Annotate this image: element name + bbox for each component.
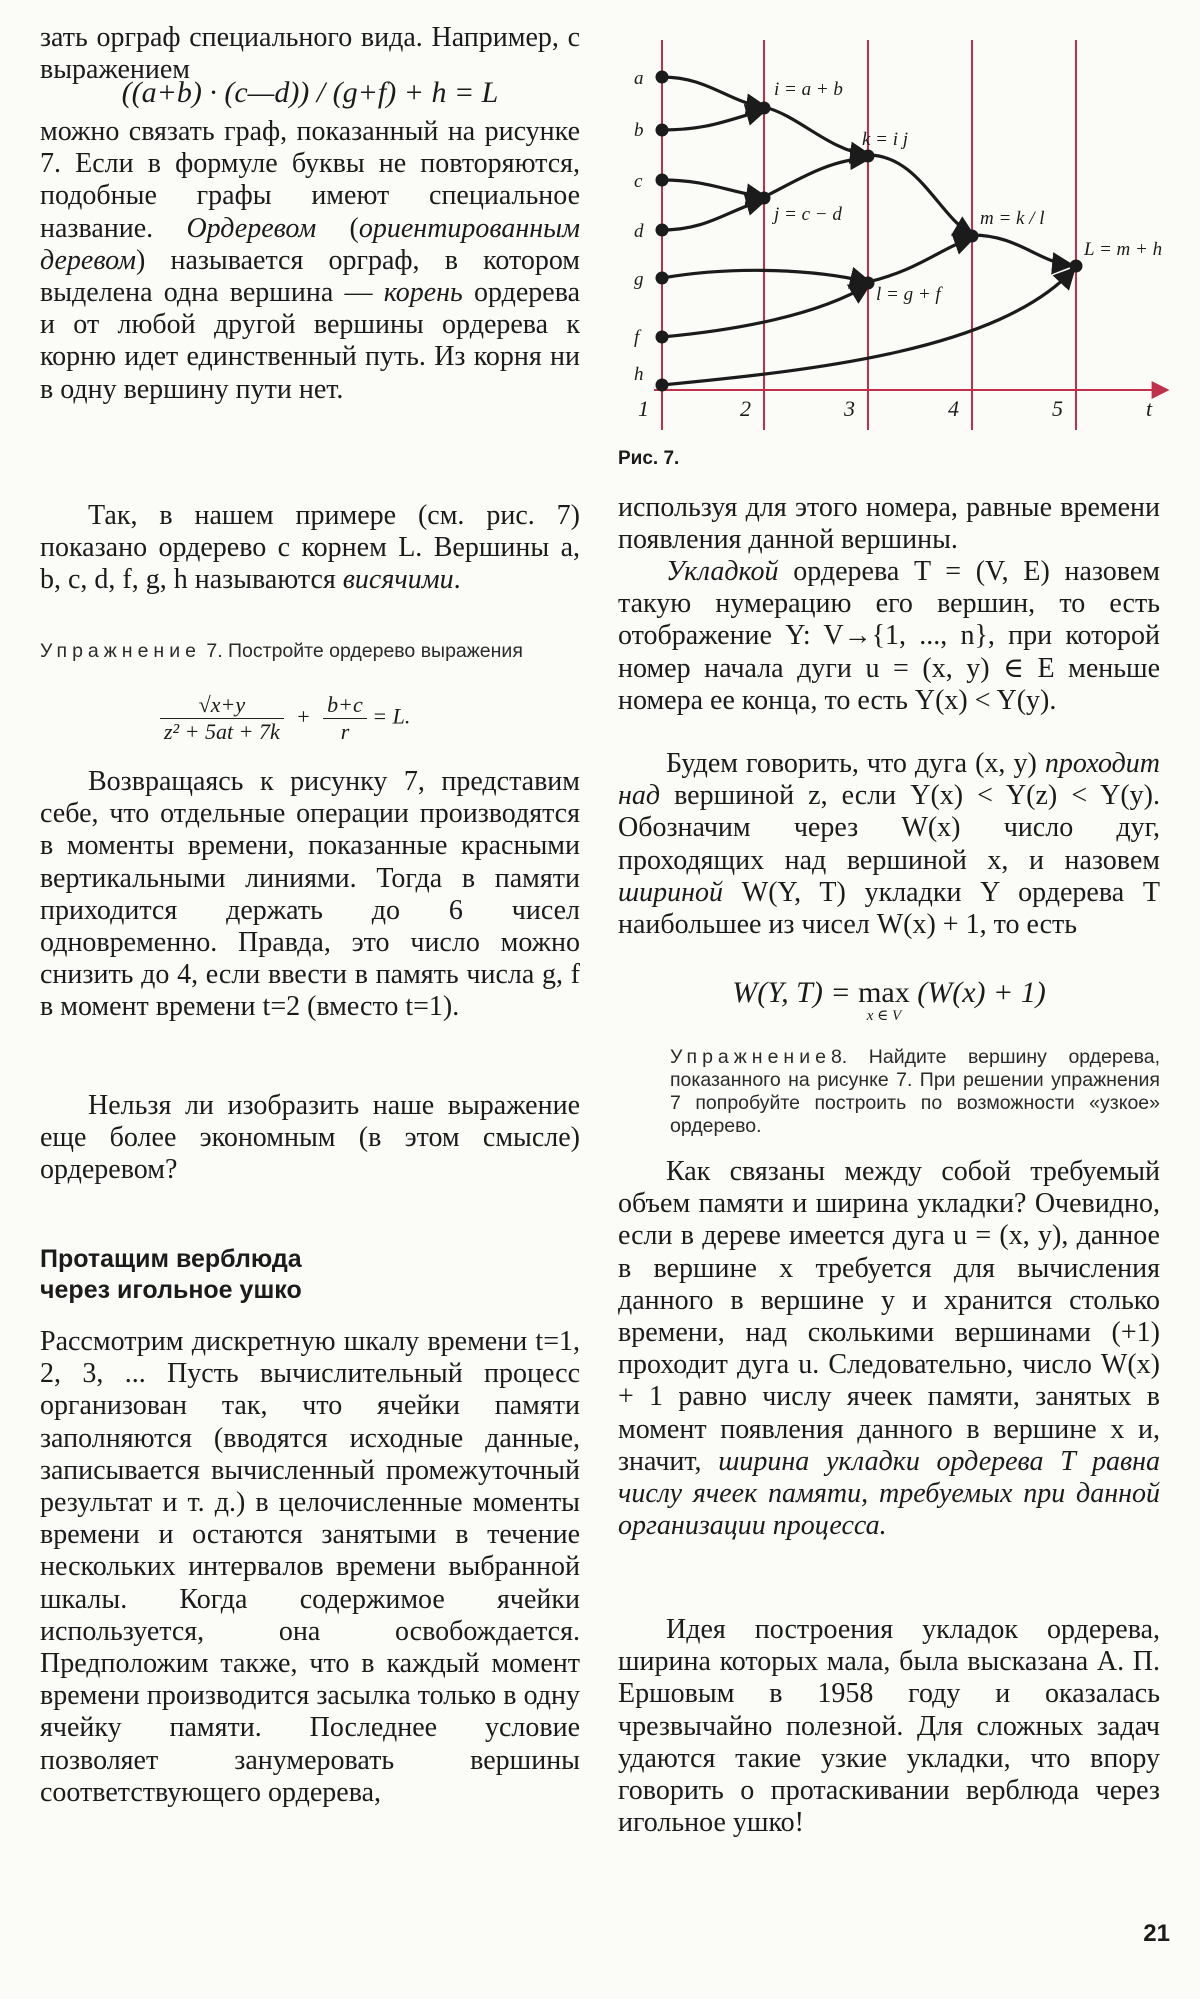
node-L — [1070, 260, 1083, 273]
paragraph-ershov: Идея построения укладок ордерева, ширина которых мала, была высказана А. П. Ершовым в 1958 году и оказалась чрезвычайно полезной. Для сложных задач удаются такие узкие укладки, что впору говорить о протаскивании верблюда через игольное ушко! — [618, 1614, 1160, 1839]
figure-7-tree — [618, 30, 1178, 430]
section-heading: Протащим верблюда через игольное ушко — [40, 1245, 302, 1304]
figure-caption: Рис. 7. — [618, 448, 680, 469]
label-c: c — [634, 171, 643, 192]
tick-2: 2 — [740, 396, 751, 421]
edge-c-j — [662, 180, 764, 197]
term-width-conclusion: ширина укладки ордерева T равна числу ячеек памяти, требуемых при данной организации процесса. — [618, 1445, 1160, 1542]
tick-3: 3 — [844, 396, 855, 421]
paragraph-numbering: используя для этого номера, равные времени появления данной вершины. — [618, 492, 1160, 556]
paragraph-time-moments: Возвращаясь к рисунку 7, представим себе, что отдельные операции производятся в моменты времени, показанные красными вертикальными линиями. Тогда в памяти приходится держать до 6 чисел одновременно. Правда, это число можно снизить до 4, если ввести в память числа g, f в момент времени t=2 (вместо t=1). — [40, 766, 580, 1023]
paragraph-memory: Как связаны между собой требуемый объем памяти и ширина укладки? Очевидно, если в дереве имеется дуга u = (x, y), данное в вершине x требуется для вычисления данного в вершине y и хранится столько времени, над сколькими вершинами (+1) проходит дуга u. Следовательно, число W(x) + 1 равно числу ячеек памяти, занятых в момент появления данного в вершине x и, значит, ширина укладки ордерева T равна числу ячеек памяти, требуемых при данной организации процесса. — [618, 1156, 1160, 1542]
page-number: 21 — [1143, 1920, 1170, 1947]
paragraph-question: Нельзя ли изобразить наше выражение еще более экономным (в этом смысле) ордеревом? — [40, 1090, 580, 1186]
paragraph-ordering-definition: можно связать граф, показанный на рисунке 7. Если в формуле буквы не повторяются, подобные графы имеют специальное название. Ордеревом (ориентированным деревом) называется орграф, в котором выделена одна вершина — корень ордерева и от любой другой вершины ордерева к корню идет единственный путь. Из корня ни в одну вершину пути нет. — [40, 116, 581, 405]
edge-a-i — [662, 77, 764, 107]
label-root: L = m + h — [1084, 239, 1163, 260]
edge-b-i — [662, 110, 764, 130]
paragraph-width: Будем говорить, что дуга (x, y) проходит над вершиной z, если Y(x) < Y(z) < Y(y). Обозначим через W(x) число дуг, проходящих над вершиной x, и назовем шириной W(Y, T) укладки Y ордерева T наибольшее из чисел W(x) + 1, то есть — [618, 748, 1160, 941]
term-width: шириной — [618, 876, 724, 908]
paragraph-discrete-scale: Рассмотрим дискретную шкалу времени t=1, 2, 3, ... Пусть вычислительный процесс организован так, что ячейки памяти заполняются (вводятся исходные данные, записывается вычисленный промежуточный результат и т. д.) в целочисленные моменты времени и остаются занятыми в течение нескольких интервалов времени выбранной шкалы. Когда содержимое ячейки используется, она освобождается. Предположим также, что в каждый момент времени производится засылка только в одну ячейку памяти. Последнее условие позволяет занумеровать вершины соответствующего ордерева, — [40, 1326, 580, 1808]
paragraph-ukladka: Укладкой ордерева T = (V, E) назовем такую нумерацию его вершин, то есть отображение Y: V→{1, ..., n}, при которой номер начала дуги u = (x, y) ∈ E меньше номера ее конца, то есть Y(x) < Y(y). — [618, 556, 1160, 716]
term-root: корень — [383, 277, 463, 309]
term-oriented-tree: ориентированным деревом — [40, 212, 580, 276]
formula-expression: ((a+b) · (c—d)) / (g+f) + h = L — [121, 76, 499, 109]
edge-l-m — [868, 238, 972, 282]
label-b: b — [634, 120, 644, 141]
node-k — [862, 150, 875, 163]
node-j — [758, 192, 771, 205]
exercise-7: Упражнение 7. Постройте ордерево выражения — [40, 640, 523, 662]
node-b — [656, 124, 669, 137]
formula-width: W(Y, T) = max x ∈ V (W(x) + 1) — [732, 976, 1046, 1024]
label-m: m = k / l — [980, 208, 1045, 229]
node-a — [656, 71, 669, 84]
edge-d-j — [662, 200, 764, 230]
edge-m-L — [972, 235, 1070, 265]
node-i — [758, 102, 771, 115]
tick-1: 1 — [638, 396, 649, 421]
tick-5: 5 — [1052, 396, 1063, 421]
term-orderevo: Ордеревом — [186, 212, 317, 244]
node-g — [656, 272, 669, 285]
node-f — [656, 331, 669, 344]
exercise-8: Упражнение8. Найдите вершину ордерева, показанного на рисунке 7. При решении упражнения 7 попробуйте построить по возможности «узкое» ордерево. — [670, 1046, 1160, 1137]
edge-j-k — [764, 158, 868, 197]
label-a: a — [634, 68, 644, 89]
label-h: h — [634, 364, 644, 385]
label-k: k = i j — [862, 129, 909, 150]
exercise-7-formula: $\frac{√x+y}{\text{z² + 5at + 7k}}$ + $\frac{b+c}{r}$ = L. — [160, 692, 410, 745]
term-hanging: висячими — [342, 564, 454, 596]
label-g: g — [634, 269, 644, 290]
label-j: j = c − d — [774, 204, 842, 225]
label-d: d — [634, 221, 644, 242]
term-ukladka: Укладкой — [666, 556, 779, 587]
axis-label-t: t — [1146, 396, 1153, 421]
node-l — [862, 277, 875, 290]
node-d — [656, 224, 669, 237]
node-m — [966, 230, 979, 243]
node-h — [656, 379, 669, 392]
label-l: l = g + f — [876, 284, 941, 305]
term-passes-over: проходит над — [618, 748, 1160, 812]
paragraph-intro: зать орграф специального вида. Например, с выражением — [40, 22, 580, 86]
label-i: i = a + b — [774, 79, 843, 100]
tick-4: 4 — [948, 396, 959, 421]
paragraph-example: Так, в нашем примере (см. рис. 7) показано ордерево с корнем L. Вершины a, b, c, d, f, g, h называются висячими. — [40, 500, 580, 596]
edge-i-k — [764, 107, 868, 155]
edge-k-m — [868, 155, 972, 235]
node-c — [656, 174, 669, 187]
label-f: f — [634, 327, 640, 348]
